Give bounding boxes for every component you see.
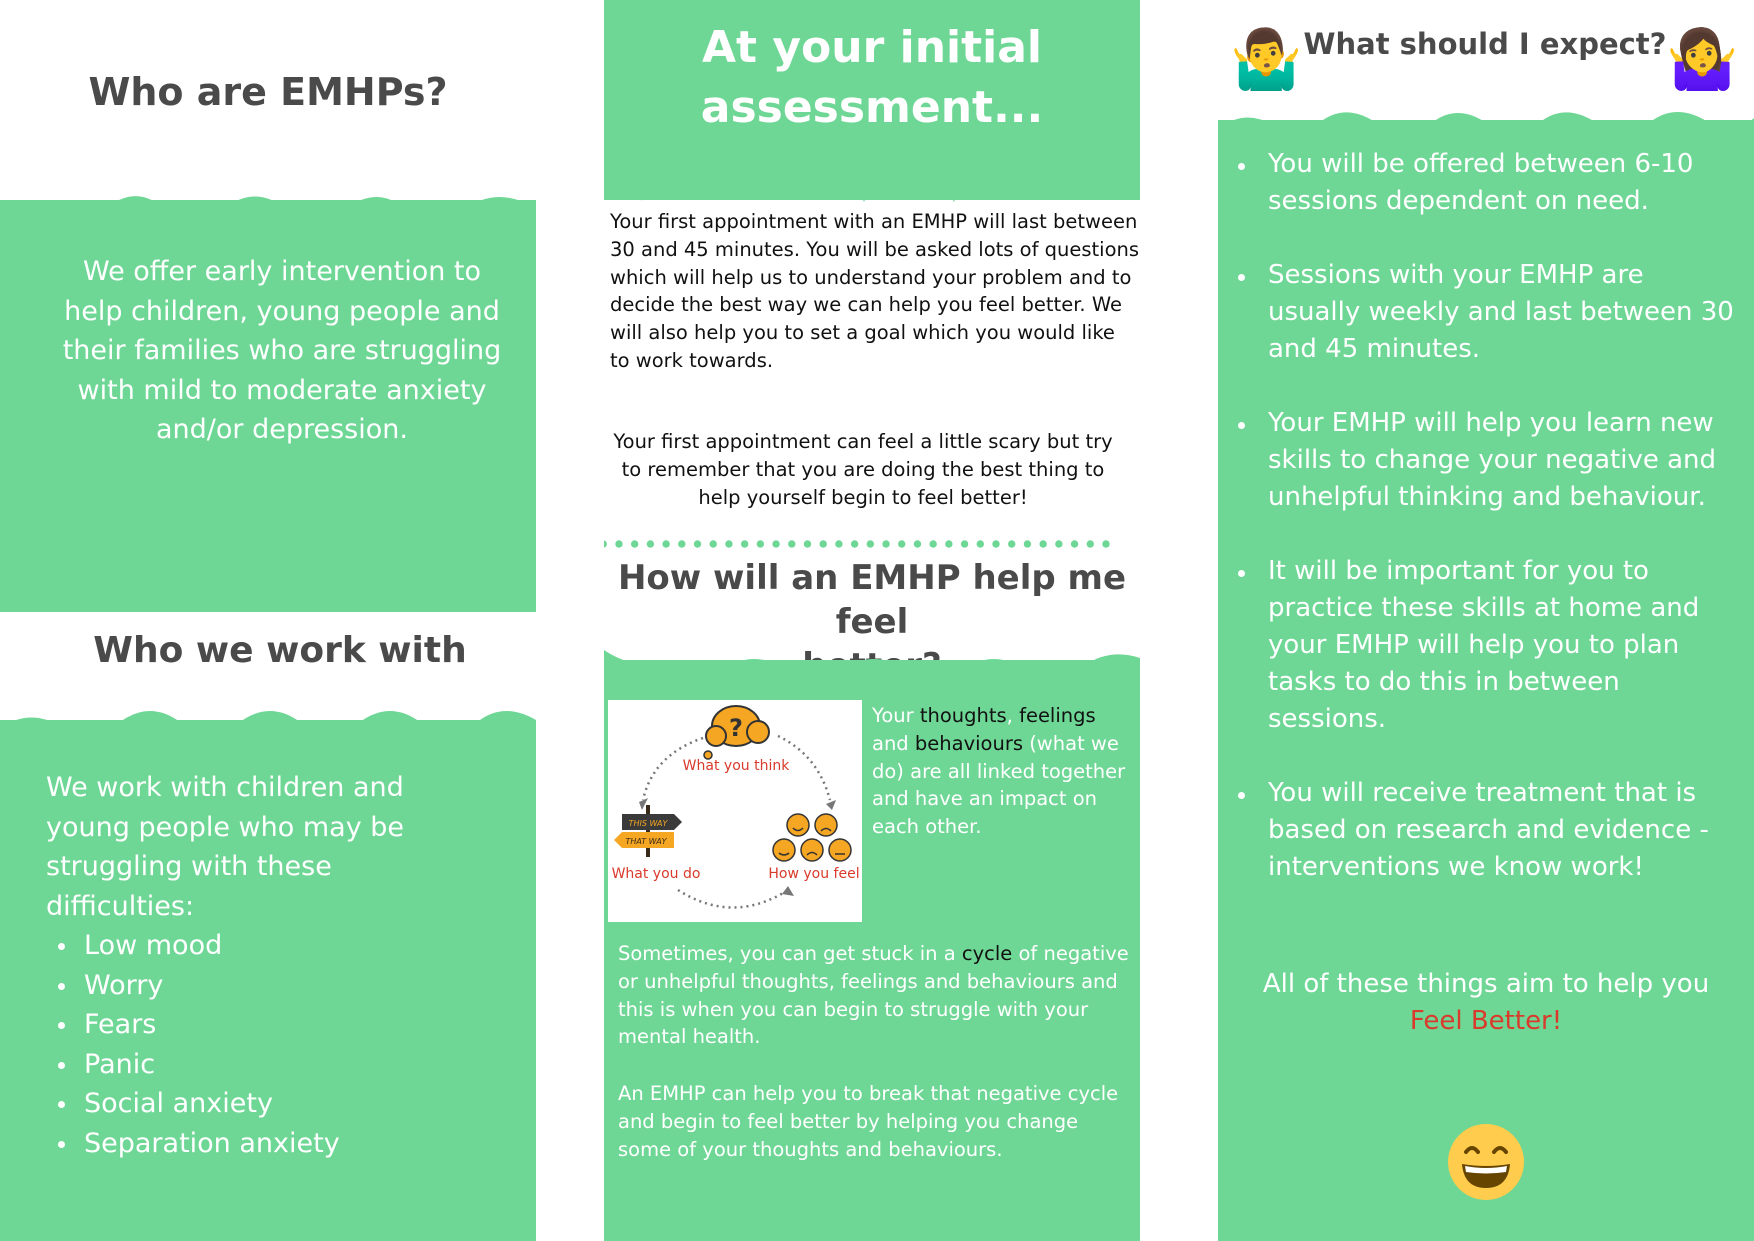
- divider-dot: [710, 540, 717, 547]
- closing-statement: [1218, 966, 1754, 1040]
- cycle-text-1: Sometimes, you can get stuck in a: [618, 942, 962, 965]
- expectations-list: [1268, 146, 1738, 923]
- shrug-man-emoji: 🤷‍♂️: [1230, 25, 1303, 93]
- linked-text-2: ,: [1006, 704, 1020, 727]
- assessment-title-line1: At your initial: [701, 22, 1043, 73]
- divider-dot: [992, 540, 999, 547]
- difficulty-item: Worry: [84, 966, 524, 1006]
- behaviours-keyword: behaviours: [914, 731, 1023, 755]
- divider-dot: [945, 540, 952, 547]
- expectation-item: You will be offered between 6-10 sessions dependent on need.: [1268, 146, 1738, 220]
- divider-dot: [1087, 540, 1094, 547]
- divider-dot: [977, 540, 984, 547]
- cloud-divider: [0, 690, 536, 750]
- think-label: What you think: [682, 758, 790, 774]
- break-cycle-paragraph: An EMHP can help you to break that negative cycle and begin to feel better by helping you change some of your thoughts and behaviours.: [618, 1082, 1119, 1161]
- divider-dot: [882, 540, 889, 547]
- cloud-divider: [604, 640, 1140, 700]
- divider-dot: [835, 540, 842, 547]
- thought-cloud-icon: [704, 706, 769, 759]
- sign-bottom: THAT WAY: [625, 837, 667, 846]
- linked-paragraph: [872, 702, 1134, 841]
- intro-text: We offer early intervention to help children, young people and their families who are struggling with mild to moderate anxiety and/or depression.: [62, 256, 502, 445]
- divider-dot: [757, 540, 764, 547]
- expectation-item: Sessions with your EMHP are usually weekly and last between 30 and 45 minutes.: [1268, 257, 1738, 368]
- divider-dot: [929, 540, 936, 547]
- divider-dot: [1039, 540, 1046, 547]
- cbt-cycle-diagram: [608, 700, 862, 922]
- feel-better-highlight: Feel Better!: [1409, 1006, 1563, 1036]
- assessment-reassurance: Your first appointment can feel a little scary but try to remember that you are doing the best thing to help yourself begin to feel better!: [613, 430, 1113, 509]
- assessment-title-line2: assessment...: [700, 82, 1044, 133]
- difficulty-item: Panic: [84, 1045, 524, 1085]
- divider-dot: [1055, 540, 1062, 547]
- assessment-title: [604, 18, 1140, 138]
- cycle-text-2: of negative or unhelpful thoughts, feelings and behaviours and this is when you can begin to struggle with your mental health.: [618, 942, 1129, 1049]
- difficulties-list: [84, 926, 524, 1163]
- how-help-title-line1: How will an EMHP help me feel: [617, 558, 1127, 642]
- feelings-faces-icon: [773, 814, 851, 861]
- divider-dot: [678, 540, 685, 547]
- closing-text: All of these things aim to help you: [1262, 969, 1710, 999]
- divider-dot: [1024, 540, 1031, 547]
- divider-dot: [694, 540, 701, 547]
- difficulty-item: Social anxiety: [84, 1084, 524, 1124]
- difficulty-item: Fears: [84, 1005, 524, 1045]
- divider-dot: [1008, 540, 1015, 547]
- linked-text-3: and: [872, 731, 915, 755]
- divider-dot: [772, 540, 779, 547]
- panel-middle: [604, 0, 1140, 1241]
- divider-dot: [725, 540, 732, 547]
- divider-dot: [1102, 540, 1109, 547]
- linked-text-1: Your: [872, 704, 920, 727]
- who-are-emhps-title: Who are EMHPs?: [88, 70, 448, 114]
- cycle-keyword: cycle: [961, 942, 1013, 965]
- sign-top: THIS WAY: [628, 819, 668, 828]
- cbt-cycle-graphic: [608, 700, 862, 922]
- panel-left: [0, 0, 536, 1241]
- feel-label: How you feel: [768, 866, 860, 882]
- panel-right: [1218, 0, 1754, 1241]
- divider-dot: [741, 540, 748, 547]
- dotted-divider: [604, 538, 1118, 550]
- divider-dot: [804, 540, 811, 547]
- who-we-work-with-title: Who we work with: [93, 630, 467, 671]
- divider-dot: [820, 540, 827, 547]
- divider-dot: [851, 540, 858, 547]
- shrug-woman-emoji: 🤷‍♀️: [1666, 25, 1739, 93]
- thoughts-keyword: thoughts: [919, 704, 1007, 727]
- what-to-expect-title: What should I expect?: [1303, 27, 1667, 61]
- work-intro-text: We work with children and young people who may be struggling with these difficulties:: [46, 772, 405, 922]
- expectation-item: It will be important for you to practice these skills at home and your EMHP will help you to plan tasks to do this in between sessions.: [1268, 553, 1738, 738]
- divider-dot: [631, 540, 638, 547]
- divider-dot: [615, 540, 622, 547]
- linked-text-4: (what we do) are all linked together and have an impact on each other.: [872, 731, 1126, 839]
- do-label: What you do: [611, 866, 701, 882]
- divider-dot: [788, 540, 795, 547]
- divider-dot: [961, 540, 968, 547]
- assessment-paragraph: Your first appointment with an EMHP will last between 30 and 45 minutes. You will be asked lots of questions which will help us to understand your problem and to decide the best way we can help you feel better. We will also help you to set a goal which you would like to work towards.: [610, 210, 1140, 372]
- question-mark: ?: [729, 714, 743, 742]
- divider-dot: [1071, 540, 1078, 547]
- divider-dot: [662, 540, 669, 547]
- difficulty-item: Separation anxiety: [84, 1124, 524, 1164]
- expectation-item: You will receive treatment that is based on research and evidence - interventions we know work!: [1268, 775, 1738, 886]
- divider-dot: [898, 540, 905, 547]
- divider-dot: [604, 540, 607, 547]
- signpost-icon: [614, 805, 682, 857]
- cloud-divider: [0, 180, 536, 240]
- divider-dot: [914, 540, 921, 547]
- grinning-face-icon: [1446, 1122, 1526, 1202]
- feelings-keyword: feelings: [1019, 704, 1096, 727]
- expectation-item: Your EMHP will help you learn new skills to change your negative and unhelpful thinking and behaviour.: [1268, 405, 1738, 516]
- difficulty-item: Low mood: [84, 926, 524, 966]
- cycle-paragraph: [618, 940, 1138, 1051]
- divider-dot: [647, 540, 654, 547]
- divider-dot: [867, 540, 874, 547]
